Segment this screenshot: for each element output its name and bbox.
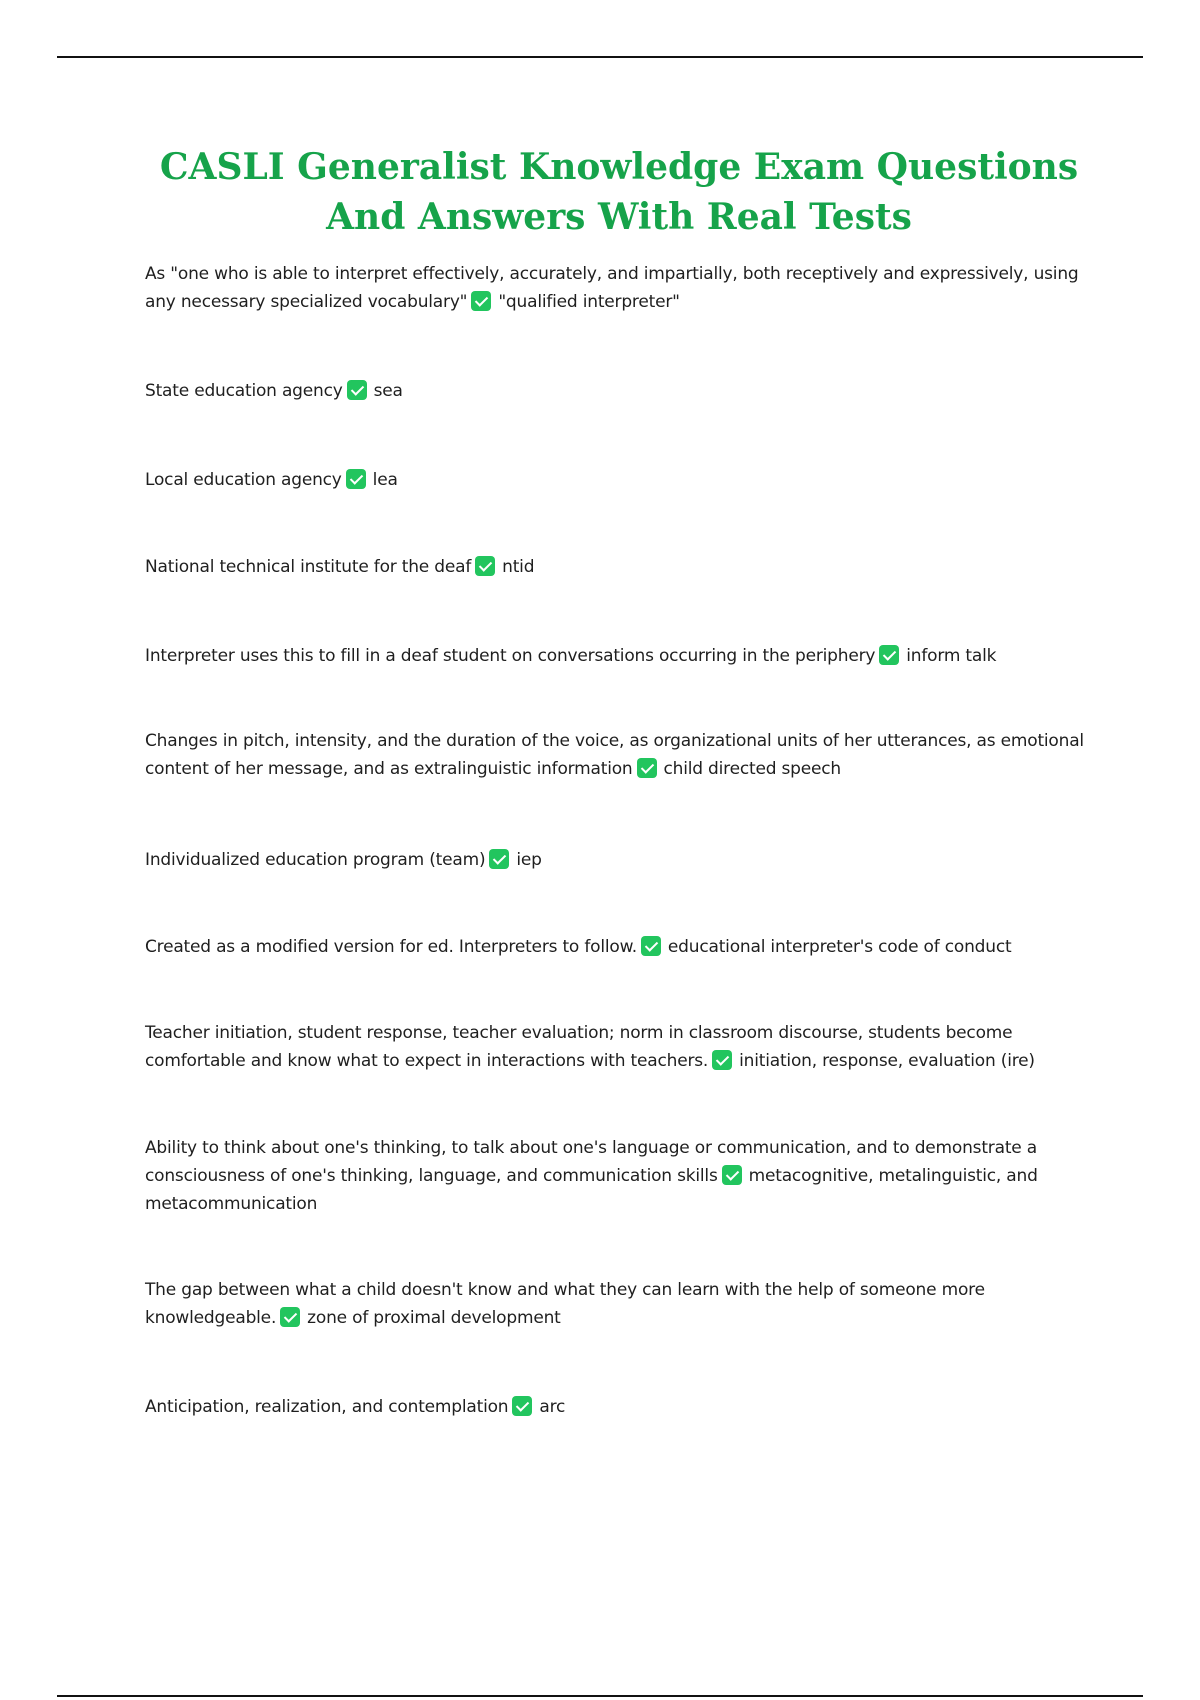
question-text: Created as a modified version for ed. Interpreters to follow.	[145, 937, 637, 957]
checkmark-box-icon	[489, 849, 509, 869]
answer-text: arc	[539, 1397, 566, 1417]
qa-item	[145, 846, 1090, 874]
top-rule	[57, 56, 1143, 58]
question-text: Changes in pitch, intensity, and the duration of the voice, as organizational units of her utterances, as emotional content of her message, and as extralinguistic information	[145, 731, 1084, 779]
qa-item	[145, 1134, 1090, 1218]
checkmark-box-icon	[346, 469, 366, 489]
qa-item	[145, 1393, 1090, 1421]
question-text: National technical institute for the deaf	[145, 557, 472, 577]
qa-item	[145, 1019, 1090, 1075]
qa-item	[145, 260, 1090, 316]
answer-text: ntid	[502, 557, 535, 577]
qa-item	[145, 466, 1090, 494]
question-text: The gap between what a child doesn't know and what they can learn with the help of someone more knowledgeable.	[145, 1280, 985, 1328]
answer-text: educational interpreter's code of conduct	[667, 937, 1012, 957]
qa-item	[145, 727, 1090, 783]
checkmark-box-icon	[879, 645, 899, 665]
page-title: CASLI Generalist Knowledge Exam Questions And Answers With Real Tests	[159, 146, 1079, 238]
checkmark-box-icon	[712, 1050, 732, 1070]
bottom-rule	[57, 1695, 1143, 1697]
answer-text: zone of proximal development	[307, 1308, 561, 1328]
checkmark-box-icon	[722, 1165, 742, 1185]
qa-item	[145, 1276, 1090, 1332]
answer-text: iep	[516, 850, 542, 870]
question-text: Individualized education program (team)	[145, 850, 486, 870]
question-text: Teacher initiation, student response, teacher evaluation; norm in classroom discourse, students become comfortable and know what to expect in interactions with teachers.	[145, 1023, 1013, 1071]
checkmark-box-icon	[637, 758, 657, 778]
question-text: Ability to think about one's thinking, to talk about one's language or communication, and to demonstrate a consciousness of one's thinking, language, and communication skills	[145, 1138, 1037, 1186]
answer-text: inform talk	[906, 646, 997, 666]
answer-text: initiation, response, evaluation (ire)	[739, 1051, 1035, 1071]
question-text: Local education agency	[145, 470, 342, 490]
answer-text: sea	[373, 381, 403, 401]
qa-item	[145, 642, 1090, 670]
question-text: State education agency	[145, 381, 343, 401]
checkmark-box-icon	[641, 936, 661, 956]
checkmark-box-icon	[475, 556, 495, 576]
answer-text: lea	[372, 470, 398, 490]
qa-item	[145, 933, 1090, 961]
qa-item	[145, 377, 1090, 405]
answer-text: "qualified interpreter"	[498, 292, 680, 312]
question-text: Interpreter uses this to fill in a deaf student on conversations occurring in the periphery	[145, 646, 876, 666]
qa-item	[145, 553, 1090, 581]
answer-text: child directed speech	[663, 759, 842, 779]
question-text: As "one who is able to interpret effectively, accurately, and impartially, both receptively and expressively, using any necessary specialized vocabulary"	[145, 264, 1079, 312]
question-text: Anticipation, realization, and contemplation	[145, 1397, 509, 1417]
checkmark-box-icon	[280, 1307, 300, 1327]
answer-text: metacognitive, metalinguistic, and metacommunication	[145, 1166, 1038, 1214]
checkmark-box-icon	[512, 1396, 532, 1416]
checkmark-box-icon	[347, 380, 367, 400]
checkmark-box-icon	[471, 291, 491, 311]
